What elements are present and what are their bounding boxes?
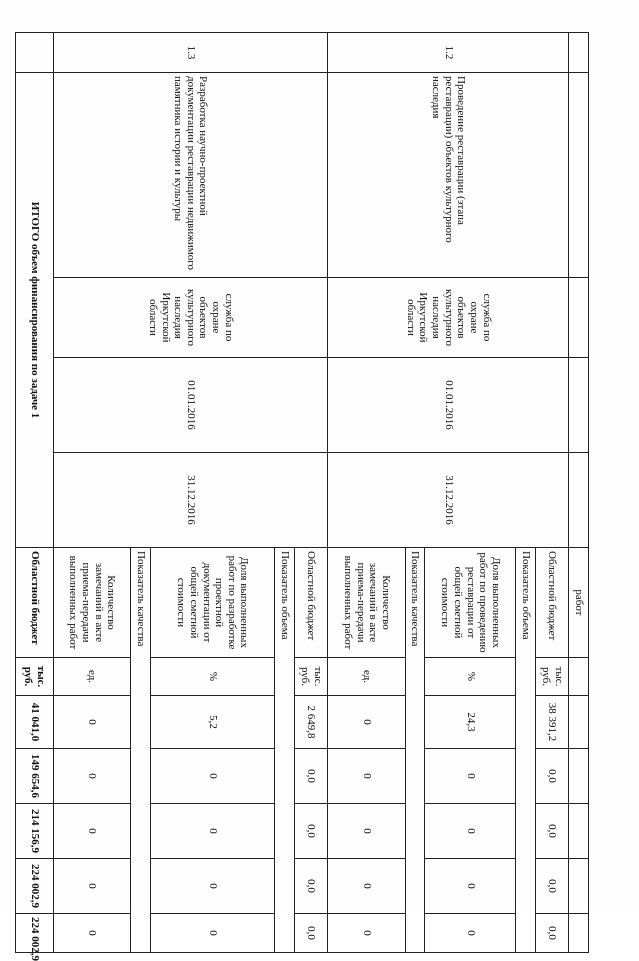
funding-source: Областной бюджет bbox=[16, 548, 54, 658]
value-year: 0 bbox=[425, 749, 516, 804]
start-date: 01.01.2016 bbox=[53, 358, 327, 453]
value-total: 38 391,2 bbox=[535, 696, 569, 749]
value-year: 0 bbox=[328, 859, 406, 914]
unit: тыс. руб. bbox=[535, 658, 569, 696]
end-date: 31.12.2016 bbox=[328, 453, 569, 548]
unit: тыс. руб. bbox=[294, 658, 328, 696]
value-year: 224 002,9 bbox=[16, 859, 54, 914]
value-year: 0 bbox=[328, 804, 406, 859]
rotated-table-container bbox=[15, 32, 589, 961]
financing-table bbox=[15, 32, 589, 961]
row-number: 1.3 bbox=[53, 33, 327, 73]
unit: ед. bbox=[53, 658, 131, 696]
value-year: 0 bbox=[150, 804, 274, 859]
table-row bbox=[535, 33, 569, 953]
section-header: Показатель объема bbox=[275, 548, 295, 953]
value-year: 0,0 bbox=[535, 859, 569, 914]
value-year: 0,0 bbox=[294, 804, 328, 859]
value-year: 0 bbox=[150, 914, 274, 953]
activity-name: Разработка научно-проектной документации реставрации недвижимого памятника истории и культуры bbox=[53, 73, 327, 278]
end-date: 31.12.2016 bbox=[53, 453, 327, 548]
value-total: 41 041,0 bbox=[16, 696, 54, 749]
row-number: 1.2 bbox=[328, 33, 569, 73]
funding-source: Областной бюджет bbox=[535, 548, 569, 658]
section-header: Показатель качества bbox=[131, 548, 151, 953]
value-year: 0 bbox=[150, 749, 274, 804]
section-header: Показатель качества bbox=[405, 548, 425, 953]
indicator-name: Количество замечаний в акте приема-передачи выполненных работ bbox=[53, 548, 131, 658]
total-label: ИТОГО объем финансирования по задаче 1 bbox=[16, 73, 54, 548]
unit: % bbox=[425, 658, 516, 696]
value-year: 0 bbox=[425, 914, 516, 953]
value-year: 0 bbox=[425, 859, 516, 914]
indicator-cell: работ bbox=[569, 548, 589, 658]
table-row bbox=[294, 33, 328, 953]
value-year: 224 002,9 bbox=[16, 914, 54, 953]
activity-name: Проведение реставрации (этапа реставрации) объектов культурного наследия bbox=[328, 73, 569, 278]
value-year: 0 bbox=[53, 859, 131, 914]
value-year: 0,0 bbox=[294, 859, 328, 914]
value-year: 0 bbox=[328, 749, 406, 804]
indicator-name: Доля выполненных работ по разработке проектной документации от общей сметной стоимости bbox=[150, 548, 274, 658]
section-header: Показатель объема bbox=[516, 548, 536, 953]
value-year: 0 bbox=[53, 749, 131, 804]
value-year: 0 bbox=[150, 859, 274, 914]
executor: служба по охране объектов культурного наследия Иркутской области bbox=[328, 278, 569, 358]
value-total: 24,3 bbox=[425, 696, 516, 749]
indicator-name: Количество замечаний в акте приема-передачи выполненных работ bbox=[328, 548, 406, 658]
table-row bbox=[16, 33, 54, 953]
value-year: 0 bbox=[53, 804, 131, 859]
executor: служба по охране объектов культурного наследия Иркутской области bbox=[53, 278, 327, 358]
unit: ед. bbox=[328, 658, 406, 696]
value-year: 0,0 bbox=[294, 749, 328, 804]
value-total: 0 bbox=[53, 696, 131, 749]
value-year: 0,0 bbox=[294, 914, 328, 953]
value-year: 0 bbox=[53, 914, 131, 953]
value-year: 149 654,6 bbox=[16, 749, 54, 804]
value-year: 0 bbox=[328, 914, 406, 953]
unit: % bbox=[150, 658, 274, 696]
indicator-name: Доля выполненных работ по проведению реставрации от общей сметной стоимости bbox=[425, 548, 516, 658]
value-year: 0,0 bbox=[535, 749, 569, 804]
value-year: 0 bbox=[425, 804, 516, 859]
value-year: 0,0 bbox=[535, 804, 569, 859]
value-year: 0,0 bbox=[535, 914, 569, 953]
value-total: 2 649,8 bbox=[294, 696, 328, 749]
value-total: 5,2 bbox=[150, 696, 274, 749]
start-date: 01.01.2016 bbox=[328, 358, 569, 453]
value-total: 0 bbox=[328, 696, 406, 749]
table-row bbox=[569, 33, 589, 953]
unit: тыс. руб. bbox=[16, 658, 54, 696]
funding-source: Областной бюджет bbox=[294, 548, 328, 658]
value-year: 214 156,9 bbox=[16, 804, 54, 859]
